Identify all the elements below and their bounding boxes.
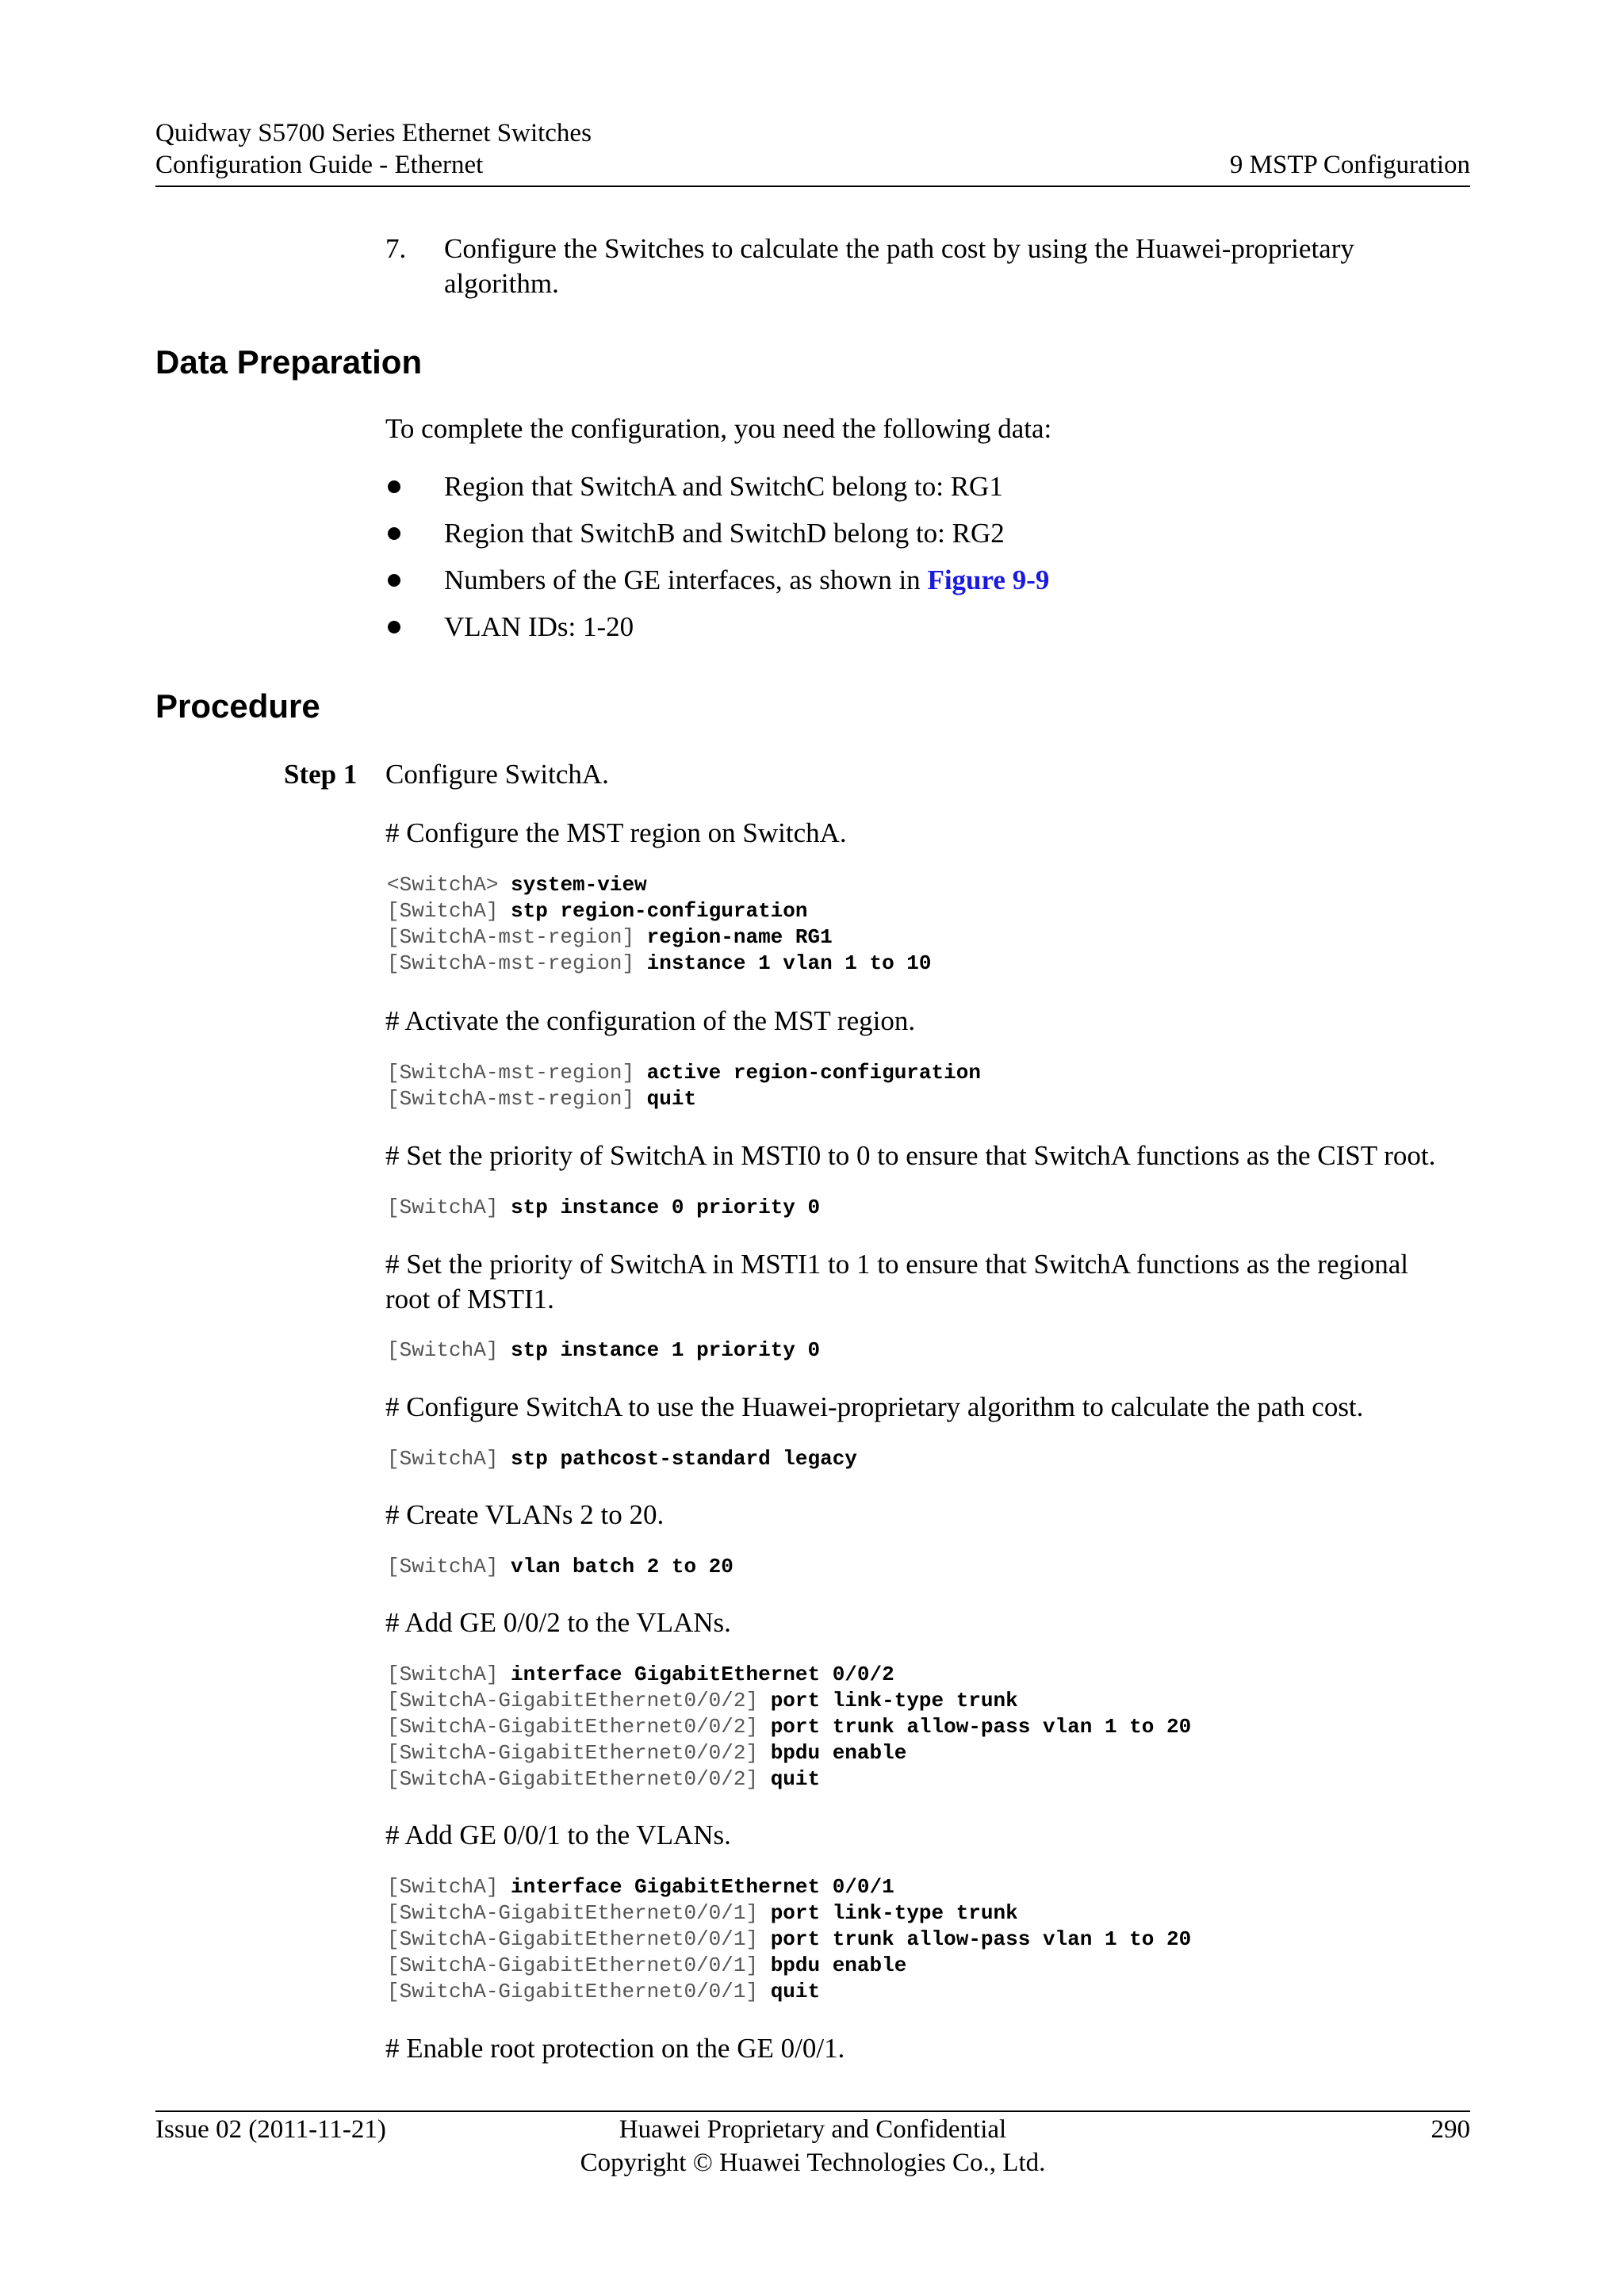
data-prep-lead: To complete the configuration, you need the following data: xyxy=(385,413,1052,444)
header-title: Quidway S5700 Series Ethernet Switches xyxy=(155,119,592,147)
code-prompt: [SwitchA] xyxy=(387,1663,511,1686)
header-guide-title: Configuration Guide - Ethernet xyxy=(155,151,484,179)
code-command: instance 1 vlan 1 to 10 xyxy=(646,951,932,975)
code-command: stp pathcost-standard legacy xyxy=(511,1447,857,1471)
bullet-icon xyxy=(388,574,400,587)
code-command: stp instance 1 priority 0 xyxy=(511,1338,821,1362)
code-command: system-view xyxy=(511,873,647,897)
code-prompt: [SwitchA] xyxy=(387,1447,511,1471)
code-prompt: [SwitchA-GigabitEthernet0/0/1] xyxy=(387,1927,771,1951)
page-header xyxy=(155,119,1470,187)
bullet-icon xyxy=(388,621,400,633)
note-text: # Add GE 0/0/1 to the VLANs. xyxy=(385,1820,731,1850)
code-prompt: [SwitchA-GigabitEthernet0/0/2] xyxy=(387,1715,771,1739)
code-command: port trunk allow-pass vlan 1 to 20 xyxy=(770,1715,1192,1739)
header-chapter: 9 MSTP Configuration xyxy=(1229,151,1470,179)
code-block xyxy=(387,1195,820,1221)
code-block xyxy=(387,1874,1191,2005)
bullet-item: Region that SwitchA and SwitchC belong to: RG1 xyxy=(444,471,1003,502)
code-line xyxy=(387,1874,1191,1900)
code-prompt: <SwitchA> xyxy=(387,873,511,897)
code-block xyxy=(387,1060,981,1112)
code-command: port trunk allow-pass vlan 1 to 20 xyxy=(770,1927,1192,1951)
code-prompt: [SwitchA-mst-region] xyxy=(387,1061,647,1085)
code-prompt: [SwitchA-mst-region] xyxy=(387,1087,647,1111)
code-command: quit xyxy=(646,1087,697,1111)
bullet-item: VLAN IDs: 1-20 xyxy=(444,611,634,642)
code-line xyxy=(387,1662,1191,1688)
note-text-cont: root of MSTI1. xyxy=(385,1284,554,1314)
code-command: bpdu enable xyxy=(770,1954,907,1977)
code-block xyxy=(387,1446,857,1472)
code-line xyxy=(387,1060,981,1086)
code-line xyxy=(387,951,932,977)
code-line xyxy=(387,924,932,951)
step-label: Step 1 xyxy=(284,759,358,790)
code-line xyxy=(387,1927,1191,1953)
code-line xyxy=(387,1900,1191,1927)
note-text: # Configure SwitchA to use the Huawei-proprietary algorithm to calculate the path cost. xyxy=(385,1391,1364,1422)
code-line xyxy=(387,1086,981,1112)
code-prompt: [SwitchA-GigabitEthernet0/0/2] xyxy=(387,1689,771,1712)
page-number: 290 xyxy=(1431,2115,1470,2144)
code-prompt: [SwitchA-GigabitEthernet0/0/1] xyxy=(387,1954,771,1977)
section-heading-procedure: Procedure xyxy=(155,687,320,725)
code-line xyxy=(387,1766,1191,1793)
code-command: port link-type trunk xyxy=(770,1901,1018,1925)
code-prompt: [SwitchA-GigabitEthernet0/0/1] xyxy=(387,1901,771,1925)
code-command: port link-type trunk xyxy=(770,1689,1018,1712)
note-text: # Set the priority of SwitchA in MSTI0 to 0 to ensure that SwitchA functions as the CIST root. xyxy=(385,1140,1436,1171)
code-command: region-name RG1 xyxy=(646,925,833,949)
code-line xyxy=(387,1337,820,1364)
code-line xyxy=(387,1688,1191,1714)
code-prompt: [SwitchA-GigabitEthernet0/0/2] xyxy=(387,1741,771,1765)
footer-issue: Issue 02 (2011-11-21) xyxy=(155,2115,386,2144)
bullet-item xyxy=(444,563,1049,598)
code-block xyxy=(387,1554,733,1580)
code-line xyxy=(387,1740,1191,1766)
code-prompt: [SwitchA] xyxy=(387,1338,511,1362)
code-command: stp region-configuration xyxy=(511,899,808,923)
code-prompt: [SwitchA] xyxy=(387,899,511,923)
code-prompt: [SwitchA] xyxy=(387,1555,511,1578)
step-text: Configure SwitchA. xyxy=(385,759,609,790)
code-line xyxy=(387,1554,733,1580)
list-item-text-cont: algorithm. xyxy=(444,268,559,299)
code-line xyxy=(387,1195,820,1221)
code-line xyxy=(387,1446,857,1472)
list-item-text: Configure the Switches to calculate the path cost by using the Huawei-proprietary xyxy=(444,233,1354,264)
code-prompt: [SwitchA-GigabitEthernet0/0/2] xyxy=(387,1767,771,1791)
note-text: # Create VLANs 2 to 20. xyxy=(385,1499,665,1530)
note-text: # Add GE 0/0/2 to the VLANs. xyxy=(385,1607,731,1638)
section-heading-data-preparation: Data Preparation xyxy=(155,343,423,381)
note-text: # Configure the MST region on SwitchA. xyxy=(385,817,847,848)
code-command: quit xyxy=(770,1767,821,1791)
page-footer xyxy=(155,2110,1470,2177)
code-prompt: [SwitchA-GigabitEthernet0/0/1] xyxy=(387,1980,771,2003)
code-command: stp instance 0 priority 0 xyxy=(511,1196,821,1219)
code-command: quit xyxy=(770,1980,821,2003)
code-prompt: [SwitchA-mst-region] xyxy=(387,925,647,949)
note-text: # Set the priority of SwitchA in MSTI1 to 1 to ensure that SwitchA functions as the regional xyxy=(385,1249,1408,1280)
code-prompt: [SwitchA] xyxy=(387,1196,511,1219)
code-block xyxy=(387,1662,1191,1793)
bullet-icon xyxy=(388,480,400,493)
code-prompt: [SwitchA] xyxy=(387,1875,511,1899)
code-block xyxy=(387,1337,820,1364)
code-line xyxy=(387,1979,1191,2005)
code-command: interface GigabitEthernet 0/0/2 xyxy=(511,1663,894,1686)
note-text: # Activate the configuration of the MST region. xyxy=(385,1005,916,1036)
footer-confidential: Huawei Proprietary and Confidential xyxy=(619,2115,1007,2144)
code-command: active region-configuration xyxy=(646,1061,981,1085)
code-prompt: [SwitchA-mst-region] xyxy=(387,951,647,975)
code-line xyxy=(387,1714,1191,1740)
bullet-item: Region that SwitchB and SwitchD belong to: RG2 xyxy=(444,518,1005,549)
code-command: bpdu enable xyxy=(770,1741,907,1765)
code-command: interface GigabitEthernet 0/0/1 xyxy=(511,1875,894,1899)
list-number: 7. xyxy=(385,233,407,264)
code-line xyxy=(387,1953,1191,1979)
note-text: # Enable root protection on the GE 0/0/1. xyxy=(385,2033,845,2064)
footer-copyright: Copyright © Huawei Technologies Co., Ltd. xyxy=(580,2149,1046,2177)
bullet-item-text: Numbers of the GE interfaces, as shown in xyxy=(444,564,928,595)
code-block xyxy=(387,872,932,977)
code-line xyxy=(387,898,932,924)
bullet-icon xyxy=(388,527,400,540)
figure-link[interactable]: Figure 9-9 xyxy=(927,564,1050,595)
code-command: vlan batch 2 to 20 xyxy=(511,1555,733,1578)
code-line xyxy=(387,872,932,898)
